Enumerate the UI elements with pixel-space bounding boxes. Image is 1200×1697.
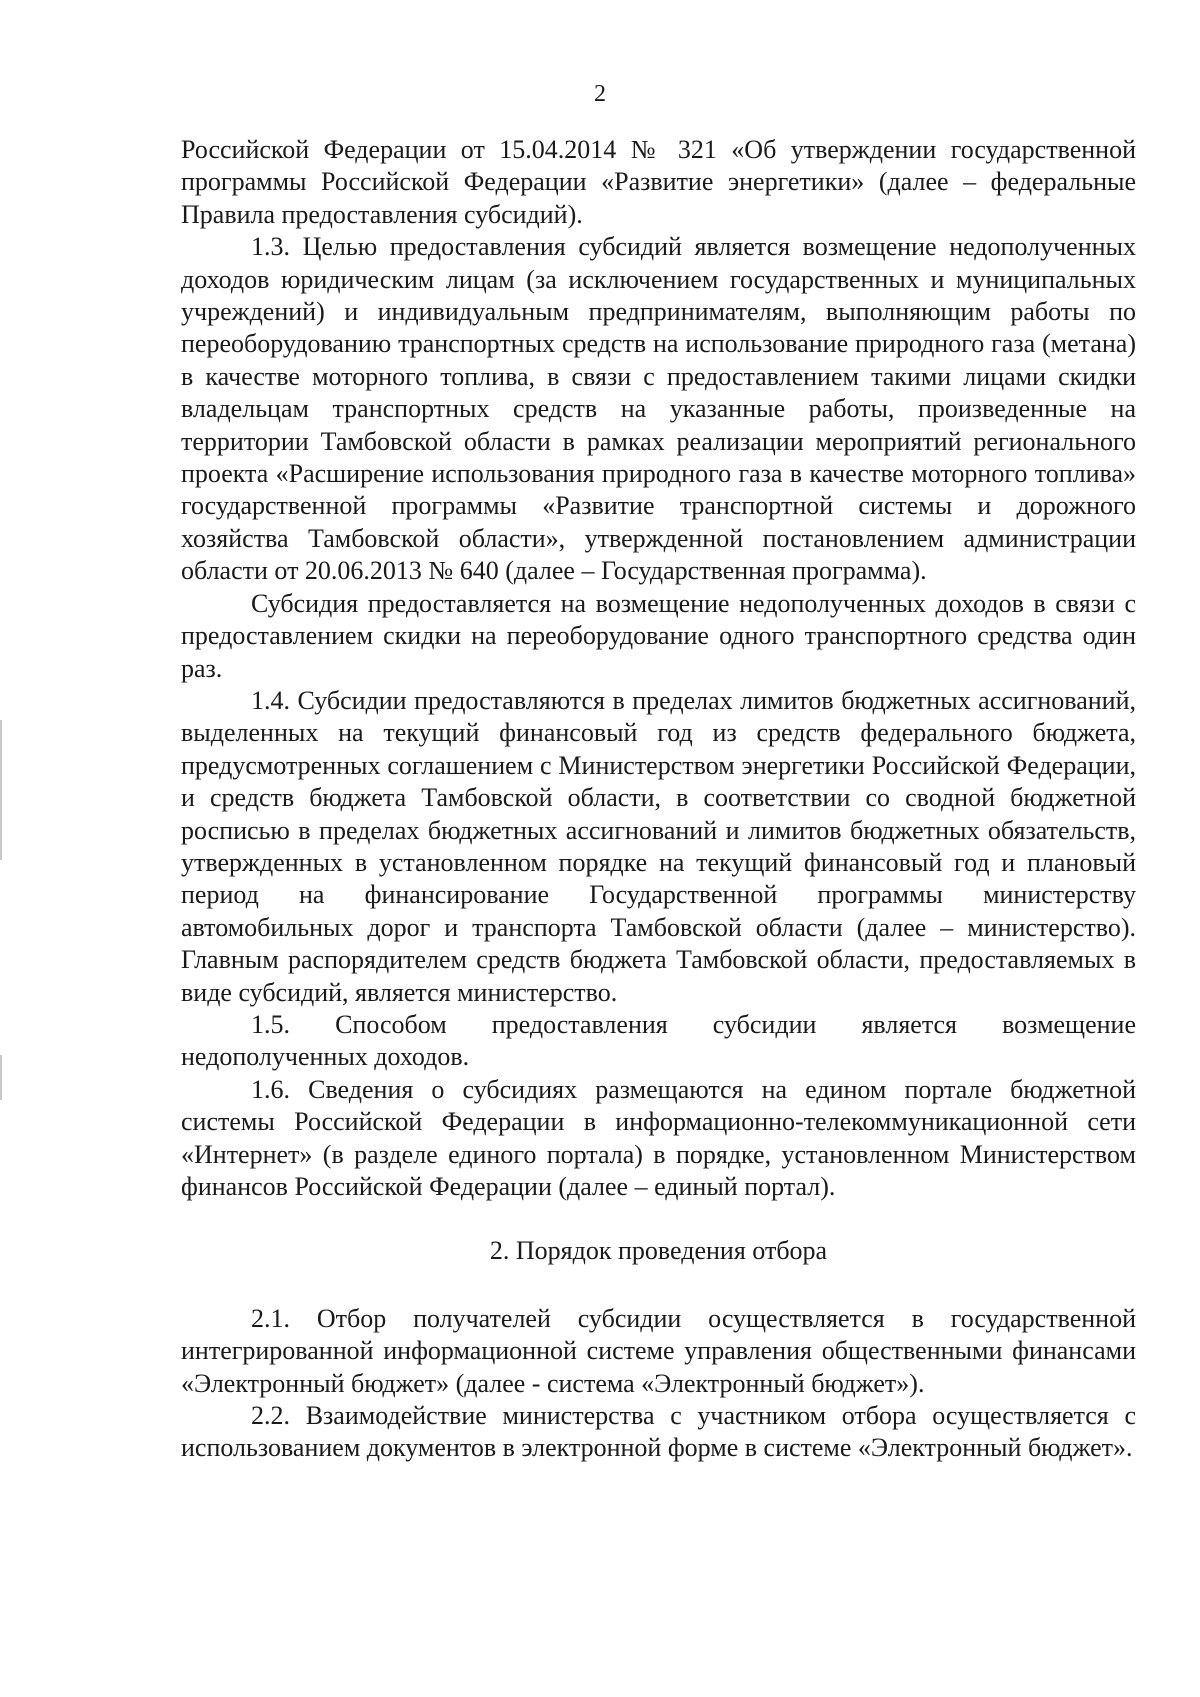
- page-number: 2: [594, 81, 606, 107]
- paragraph-1-3: 1.3. Целью предоставления субсидий является возмещение недополученных доходов юридическим лицам (за исключением государственных и муниципальных учреждений) и индивидуальным предпринимателям, выполняющим работы по переоборудованию транспортных средств на использование природного газа (метана) в качестве моторного топлива, в связи с предоставлением такими лицами скидки владельцам транспортных средств на указанные работы, произведенные на территории Тамбовской области в рамках реализации мероприятий регионального проекта «Расширение использования природного газа в качестве моторного топлива» государственной программы «Развитие транспортной системы и дорожного хозяйства Тамбовской области», утвержденной постановлением администрации области от 20.06.2013 № 640 (далее – Государственная программа).: [181, 232, 1136, 586]
- paragraph-subsidy-note: Субсидия предоставляется на возмещение недополученных доходов в связи с предоставлением скидки на переоборудование одного транспортного средства один раз.: [181, 588, 1136, 683]
- scan-edge-mark: [0, 720, 2, 860]
- paragraph-2-2: 2.2. Взаимодействие министерства с участником отбора осуществляется с использованием документов в электронной форме в системе «Электронный бюджет».: [181, 1401, 1136, 1463]
- scan-edge-mark: [0, 1055, 2, 1100]
- paragraph-continuation: Российской Федерации от 15.04.2014 № 321 «Об утверждении государственной программы Российской Федерации «Развитие энергетики» (далее – федеральные Правила предоставления субсидий).: [181, 135, 1136, 229]
- paragraph-1-4: 1.4. Субсидии предоставляются в пределах лимитов бюджетных ассигнований, выделенных на текущий финансовый год из средств федерального бюджета, предусмотренных соглашением с Министерством энергетики Российской Федерации, и средств бюджета Тамбовской области, в соответствии со сводной бюджетной росписью в пределах бюджетных ассигнований и лимитов бюджетных обязательств, утвержденных в установленном порядке на текущий финансовый год и плановый период на финансирование Государственной программы министерству автомобильных дорог и транспорта Тамбовской области (далее – министерство). Главным распорядителем средств бюджета Тамбовской области, предоставляемых в виде субсидий, является министерство.: [181, 685, 1136, 1007]
- paragraph-1-5: 1.5. Способом предоставления субсидии является возмещение недополученных доходов.: [181, 1009, 1136, 1072]
- section-heading: 2. Порядок проведения отбора: [489, 1236, 828, 1266]
- paragraph-2-1: 2.1. Отбор получателей субсидии осуществляется в государственной интегрированной информационной системе управления общественными финансами «Электронный бюджет» (далее - система «Электронный бюджет»).: [181, 1303, 1136, 1398]
- paragraph-1-6: 1.6. Сведения о субсидиях размещаются на едином портале бюджетной системы Российской Федерации в информационно-телекоммуникационной сети «Интернет» (в разделе единого портала) в порядке, установленном Министерством финансов Российской Федерации (далее – единый портал).: [181, 1074, 1136, 1201]
- document-body: [181, 134, 1136, 1465]
